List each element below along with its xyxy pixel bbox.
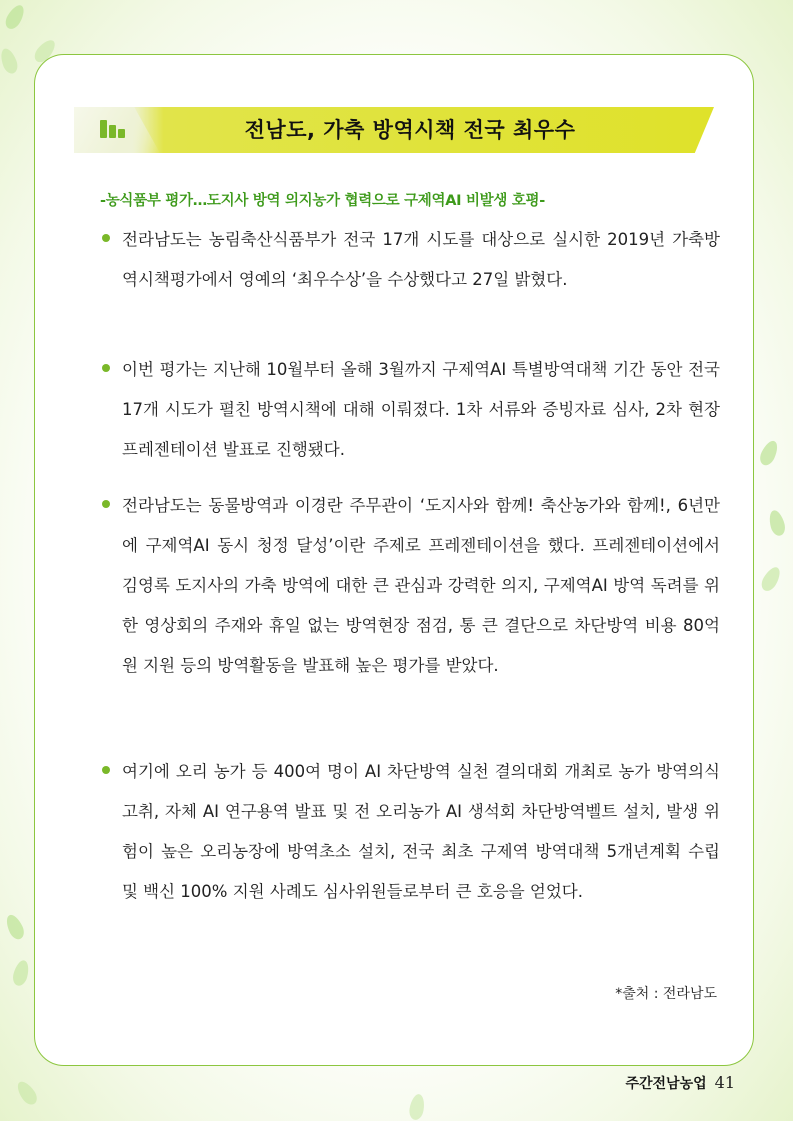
leaf-decoration	[2, 2, 27, 32]
leaf-decoration	[14, 1078, 40, 1107]
paragraph	[102, 350, 720, 470]
leaf-decoration	[767, 509, 787, 538]
leaf-decoration	[3, 912, 27, 941]
page-number: 41	[714, 1073, 735, 1092]
paragraph-text: 여기에 오리 농가 등 400여 명이 AI 차단방역 실천 결의대회 개최로 농가 방역의식 고취, 자체 AI 연구용역 발표 및 전 오리농가 AI 생석회 차단방역벨트 설치, 발생 위험이 높은 오리농장에 방역초소 설치, 전국 최초 구제역 방역대책 5개년계획 수립 및 백신 100% 지원 사례도 심사위원들로부터 큰 호응을 얻었다.	[122, 762, 720, 901]
leaf-decoration	[758, 564, 783, 594]
bullet-dot	[102, 766, 110, 774]
paragraph-text: 전라남도는 농림축산식품부가 전국 17개 시도를 대상으로 실시한 2019년 가축방역시책평가에서 영예의 ‘최우수상’을 수상했다고 27일 밝혔다.	[122, 230, 720, 289]
source-credit: *출처 : 전라남도	[615, 986, 717, 1002]
magazine-name: 주간전남농업	[625, 1076, 707, 1092]
leaf-decoration	[0, 46, 20, 75]
article-title: 전남도, 가축 방역시책 전국 최우수	[244, 118, 576, 142]
bullet-dot	[102, 500, 110, 508]
paragraph	[102, 752, 720, 912]
paragraph-text: 전라남도는 동물방역과 이경란 주무관이 ‘도지사와 함께! 축산농가와 함께!, 6년만에 구제역AI 동시 청정 달성’이란 주제로 프레젠테이션을 했다. 프레젠테이션에서 김영록 도지사의 가축 방역에 대한 큰 관심과 강력한 의지, 구제역AI 방역 독려를 위한 영상회의 주재와 휴일 없는 방역현장 점검, 통 큰 결단으로 차단방역 비용 80억 원 지원 등의 방역활동을 발표해 높은 평가를 받았다.	[122, 496, 720, 675]
leaf-decoration	[408, 1093, 426, 1121]
paragraph-text: 이번 평가는 지난해 10월부터 올해 3월까지 구제역AI 특별방역대책 기간 동안 전국 17개 시도가 펼친 방역시책에 대해 이뤄졌다. 1차 서류와 증빙자료 심사, 2차 현장 프레젠테이션 발표로 진행됐다.	[122, 360, 720, 459]
page-footer	[625, 1073, 735, 1093]
leaf-decoration	[757, 438, 781, 467]
leaf-decoration	[11, 959, 31, 988]
paragraph	[102, 486, 720, 686]
bullet-dot	[102, 234, 110, 242]
paragraph	[102, 220, 720, 300]
article-subtitle: -농식품부 평가…도지사 방역 의지농가 협력으로 구제역AI 비발생 호평-	[100, 193, 545, 209]
bar-chart-icon	[100, 118, 130, 138]
bullet-dot	[102, 364, 110, 372]
